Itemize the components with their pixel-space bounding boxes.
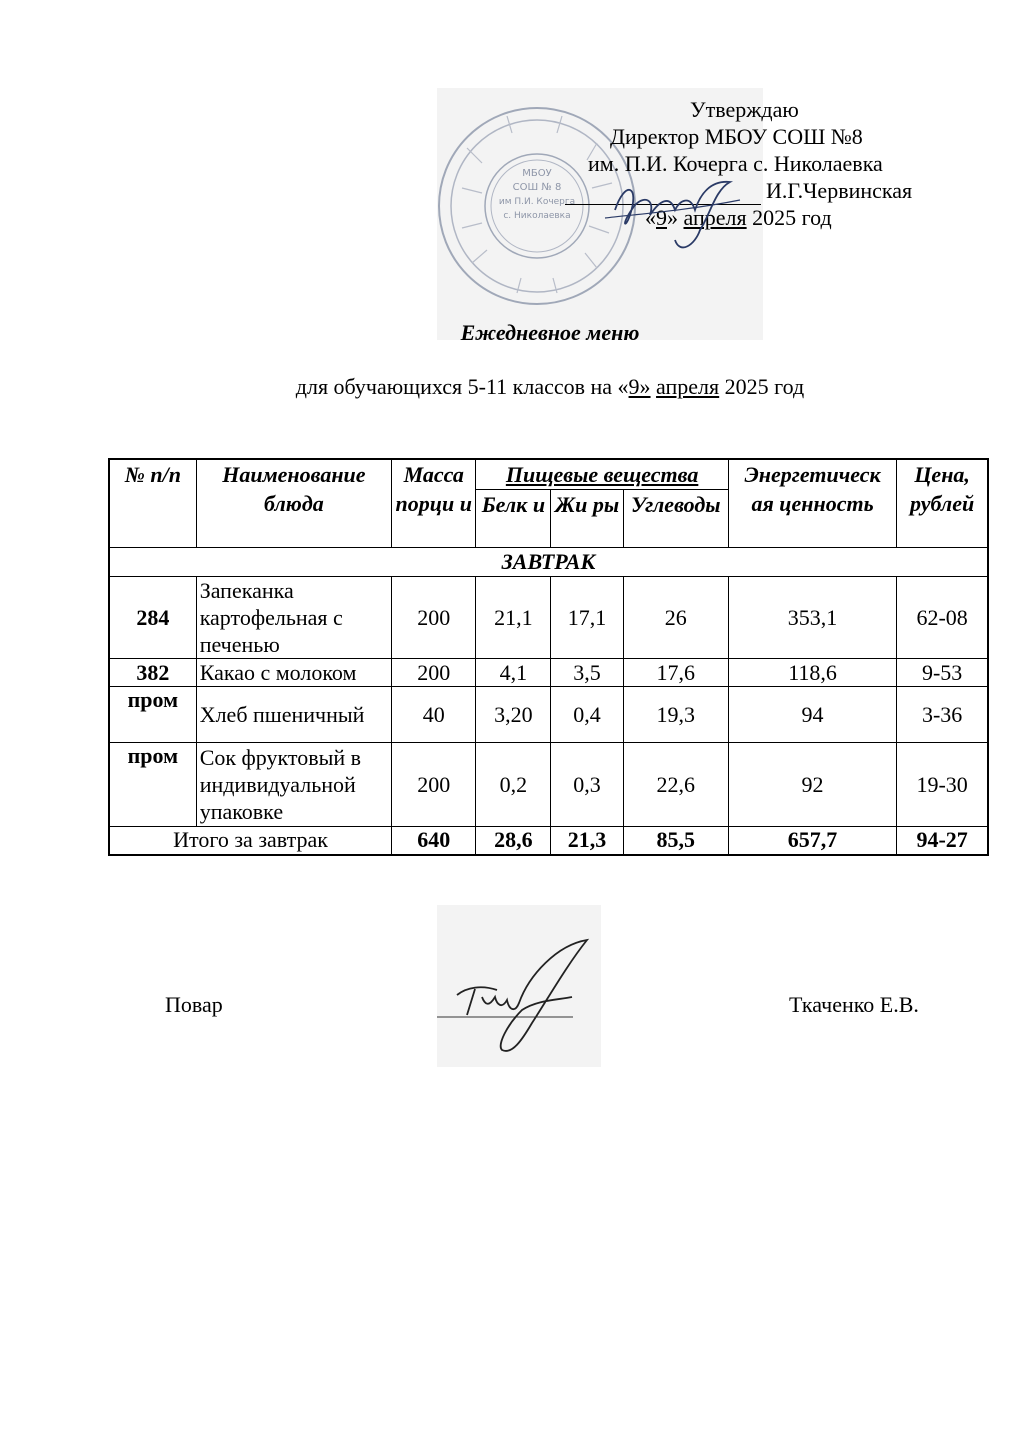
total-carbs: 85,5 <box>623 827 728 855</box>
cell-name: Хлеб пшеничный <box>196 687 391 743</box>
cell-mass: 200 <box>392 659 476 687</box>
cell-carbs: 17,6 <box>623 659 728 687</box>
cook-name: Ткаченко Е.В. <box>789 992 919 1017</box>
subtitle-month: апреля <box>656 374 720 399</box>
cell-protein: 4,1 <box>476 659 551 687</box>
cell-fat: 3,5 <box>551 659 623 687</box>
page-title: Ежедневное меню <box>460 320 640 345</box>
cell-price: 3-36 <box>897 687 988 743</box>
cell-num: 284 <box>109 577 196 659</box>
table-row <box>109 659 988 687</box>
stamp-text: СОШ № 8 <box>512 182 562 193</box>
cell-price: 62-08 <box>897 577 988 659</box>
cell-mass: 200 <box>392 743 476 827</box>
cell-energy: 94 <box>728 687 896 743</box>
header-price: Цена, рублей <box>897 459 988 548</box>
total-row <box>109 827 988 855</box>
cell-protein: 3,20 <box>476 687 551 743</box>
total-price: 94-27 <box>897 827 988 855</box>
cell-energy: 353,1 <box>728 577 896 659</box>
cook-label: Повар <box>165 992 223 1017</box>
header-protein: Белк и <box>476 490 551 548</box>
stamp-text: МБОУ <box>522 168 552 179</box>
cook-signature <box>437 905 601 1067</box>
cell-price: 19-30 <box>897 743 988 827</box>
total-fat: 21,3 <box>551 827 623 855</box>
cell-protein: 0,2 <box>476 743 551 827</box>
cell-mass: 200 <box>392 577 476 659</box>
cell-fat: 17,1 <box>551 577 623 659</box>
approval-school: им. П.И. Кочерга с. Николаевка <box>588 151 883 176</box>
cell-protein: 21,1 <box>476 577 551 659</box>
total-label: Итого за завтрак <box>109 827 392 855</box>
date-quote: » <box>667 205 684 230</box>
cell-fat: 0,3 <box>551 743 623 827</box>
cell-fat: 0,4 <box>551 687 623 743</box>
date-month: апреля <box>683 205 747 230</box>
cell-name: Сок фруктовый в индивидуальной упаковке <box>196 743 391 827</box>
cell-energy: 92 <box>728 743 896 827</box>
cell-num: пром <box>109 743 196 827</box>
header-carbs: Углеводы <box>623 490 728 548</box>
stamp-text: им П.И. Кочерга <box>498 197 576 207</box>
total-energy: 657,7 <box>728 827 896 855</box>
header-num: № п/п <box>109 459 196 548</box>
menu-table <box>108 458 989 856</box>
header-fat: Жи ры <box>551 490 623 548</box>
page-subtitle <box>0 374 1024 400</box>
approval-heading: Утверждаю <box>690 97 799 122</box>
subtitle-day: 9» <box>628 374 651 399</box>
total-protein: 28,6 <box>476 827 551 855</box>
stamp-text: с. Николаевка <box>503 211 571 221</box>
subtitle-text: для обучающихся 5-11 классов на « <box>295 374 629 399</box>
table-row <box>109 577 988 659</box>
header-mass: Масса порци и <box>392 459 476 548</box>
cell-energy: 118,6 <box>728 659 896 687</box>
cell-mass: 40 <box>392 687 476 743</box>
cell-carbs: 26 <box>623 577 728 659</box>
director-signature <box>600 170 750 260</box>
approval-director-name: И.Г.Червинская <box>766 178 913 203</box>
subtitle-year: 2025 год <box>719 374 805 399</box>
date-year: 2025 год <box>746 205 832 230</box>
cell-carbs: 19,3 <box>623 687 728 743</box>
cell-num: 382 <box>109 659 196 687</box>
approval-position: Директор МБОУ СОШ №8 <box>610 124 863 149</box>
cell-price: 9-53 <box>897 659 988 687</box>
header-nutrients: Пищевые вещества <box>476 459 729 490</box>
cell-num: пром <box>109 687 196 743</box>
table-row <box>109 743 988 827</box>
header-energy: Энергетическ ая ценность <box>728 459 896 548</box>
cell-carbs: 22,6 <box>623 743 728 827</box>
header-name: Наименование блюда <box>196 459 391 548</box>
cell-name: Запеканка картофельная с печенью <box>196 577 391 659</box>
table-row <box>109 687 988 743</box>
date-quote: « <box>645 205 656 230</box>
total-mass: 640 <box>392 827 476 855</box>
date-day: 9 <box>656 205 667 230</box>
cell-name: Какао с молоком <box>196 659 391 687</box>
section-breakfast: ЗАВТРАК <box>109 548 988 577</box>
